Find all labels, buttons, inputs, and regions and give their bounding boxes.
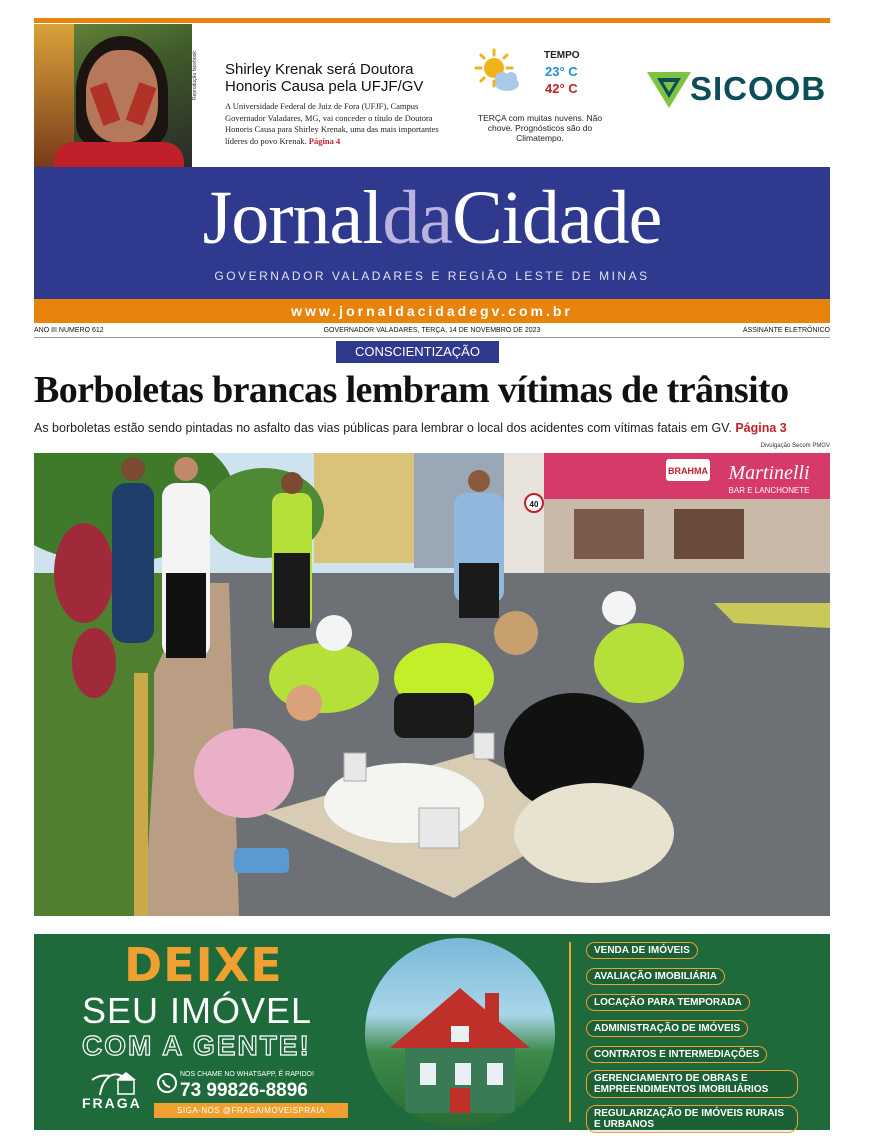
speed-sign: 40 bbox=[529, 500, 539, 509]
sponsor-logo[interactable]: SICOOB bbox=[690, 70, 827, 107]
subscriber-label: ASSINANTE ELETRÔNICO bbox=[742, 327, 830, 334]
shirt-shape bbox=[54, 142, 184, 167]
ad-headline: DEIXE bbox=[124, 938, 283, 992]
ad-divider bbox=[569, 942, 571, 1122]
service-item bbox=[586, 966, 818, 992]
ad-tagline: COM A GENTE! bbox=[82, 1030, 311, 1061]
newspaper-title bbox=[34, 175, 830, 262]
teaser-photo bbox=[34, 24, 192, 167]
title-part: Cidade bbox=[452, 176, 662, 260]
lead-text bbox=[34, 421, 830, 435]
service-label: GERENCIAMENTO DE OBRAS E EMPREENDIMENTOS IMOBILIÁRIOS bbox=[586, 1070, 798, 1098]
temp-max: 42° C bbox=[545, 81, 578, 96]
top-rule bbox=[34, 18, 830, 23]
service-label: AVALIAÇÃO IMOBILIÁRIA bbox=[586, 968, 725, 985]
ad-subheadline: SEU IMÓVEL bbox=[82, 990, 313, 1031]
service-label: CONTRATOS E INTERMEDIAÇÕES bbox=[586, 1046, 767, 1063]
teaser-photo-credit: Reprodução facebook bbox=[192, 51, 198, 100]
service-item bbox=[586, 1070, 818, 1105]
service-label: ADMINISTRAÇÃO DE IMÓVEIS bbox=[586, 1020, 748, 1037]
headline[interactable]: Borboletas brancas lembram vítimas de trânsito bbox=[34, 369, 789, 411]
service-item bbox=[586, 1018, 818, 1044]
title-part: Jornal bbox=[202, 176, 383, 260]
teaser-page-link[interactable]: Página 4 bbox=[308, 135, 341, 146]
teaser-body: A Universidade Federal de Juiz de Fora (UFJF), Campus Governador Valadares, MG, vai conceder o título de Doutora Honoris Causa para Shirley Krenak, uma das mais importantes líderes do povo Krenak. bbox=[225, 101, 439, 146]
house-icon bbox=[365, 938, 555, 1128]
ad-services-list bbox=[586, 940, 818, 1140]
store-sign-sub: BAR E LANCHONETE bbox=[728, 486, 810, 495]
edition-number: ANO III NÚMERO 612 bbox=[34, 327, 104, 334]
ad-phone[interactable]: 73 99826-8896 bbox=[180, 1080, 308, 1101]
house-illustration bbox=[365, 938, 555, 1128]
ad-brand: FRAGA bbox=[82, 1095, 142, 1111]
service-item bbox=[586, 1105, 818, 1140]
teaser-title[interactable]: Shirley Krenak será Doutora Honoris Causa pela UFJF/GV bbox=[225, 61, 424, 95]
weather-label: TEMPO bbox=[544, 50, 580, 61]
service-item bbox=[586, 1044, 818, 1070]
lead-body: As borboletas estão sendo pintadas no asfalto das vias públicas para lembrar o local dos acidentes com vítimas fatais em GV. bbox=[34, 421, 732, 435]
service-item bbox=[586, 992, 818, 1018]
whatsapp-label: NOS CHAME NO WHATSAPP, É RAPIDO! bbox=[180, 1071, 314, 1078]
weather-text: TERÇA com muitas nuvens. Não chove. Prognósticos são do Climatempo. bbox=[477, 113, 603, 143]
section-tag: CONSCIENTIZAÇÃO bbox=[336, 341, 499, 363]
photo-credit: Divulgação Secom PMGV bbox=[760, 443, 830, 449]
service-label: LOCAÇÃO PARA TEMPORADA bbox=[586, 994, 750, 1011]
place-date: GOVERNADOR VALADARES, TERÇA, 14 DE NOVEMBRO DE 2023 bbox=[323, 327, 541, 334]
temp-min: 23° C bbox=[545, 64, 578, 79]
service-label: VENDA DE IMÓVEIS bbox=[586, 942, 698, 959]
divider bbox=[34, 337, 830, 338]
sicoob-logo-icon bbox=[647, 70, 691, 110]
masthead-subtitle: GOVERNADOR VALADARES E REGIÃO LESTE DE MINAS bbox=[214, 269, 650, 283]
street-scene-illustration bbox=[34, 453, 830, 916]
service-item bbox=[586, 940, 818, 966]
store-sign: Martinelli bbox=[728, 462, 810, 484]
brahma-sign: BRAHMA bbox=[668, 466, 708, 476]
sun-cloud-icon bbox=[474, 48, 520, 94]
teaser-text bbox=[225, 101, 447, 147]
article-page-link[interactable]: Página 3 bbox=[735, 421, 787, 435]
ad-social-handle[interactable]: SIGA-NOS @FRAGAIMOVEISPRAIA bbox=[154, 1103, 348, 1118]
website-link[interactable]: www.jornaldacidadegv.com.br bbox=[291, 303, 573, 319]
main-photo bbox=[34, 453, 830, 916]
service-label: REGULARIZAÇÃO DE IMÓVEIS RURAIS E URBANOS bbox=[586, 1105, 798, 1133]
whatsapp-icon bbox=[156, 1072, 178, 1094]
title-part: da bbox=[382, 176, 453, 260]
